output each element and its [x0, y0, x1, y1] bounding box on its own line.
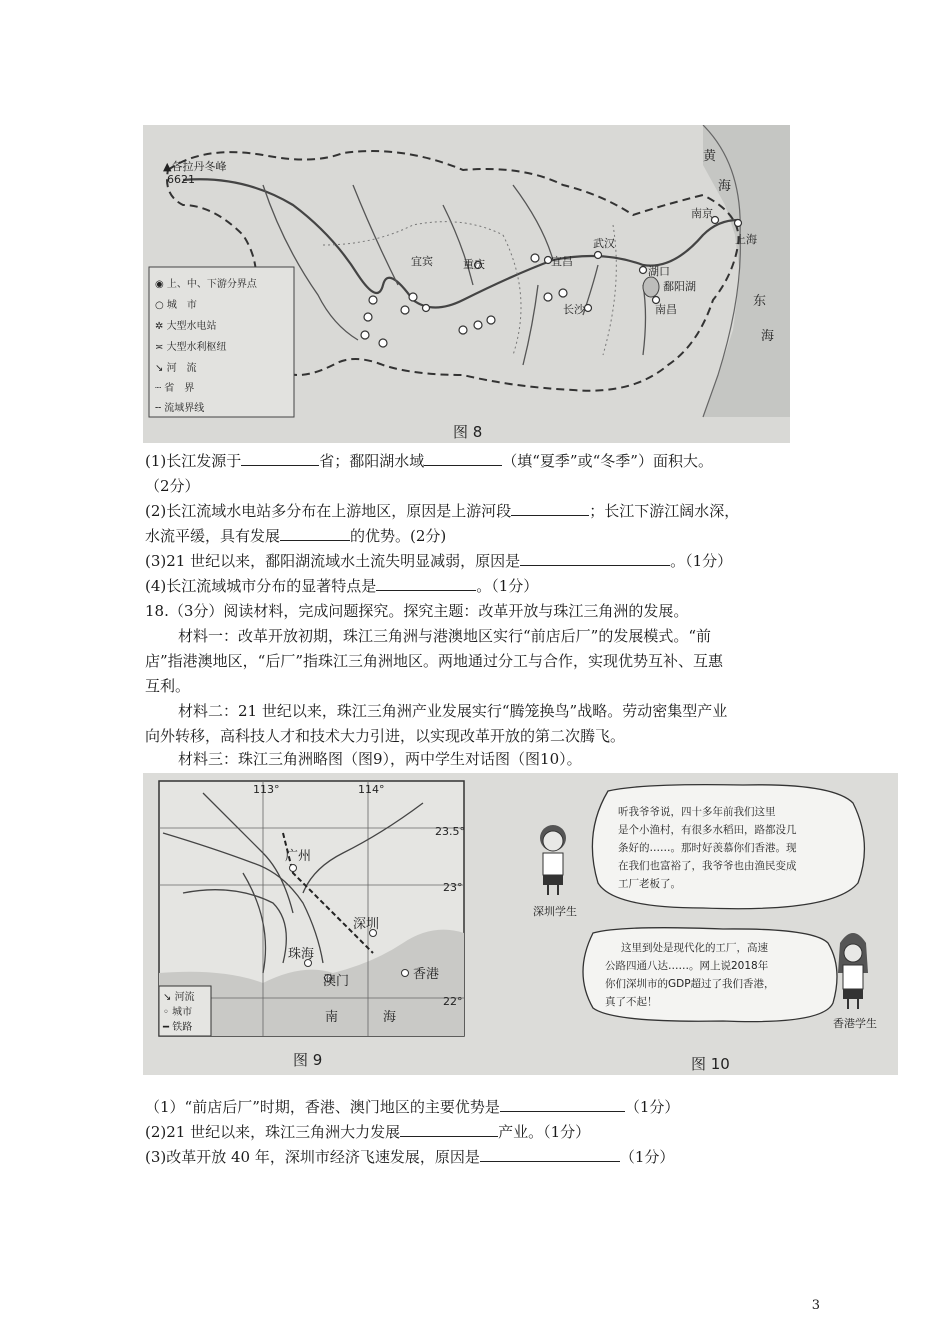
shenzhen-student-figure	[540, 825, 566, 895]
label-zhuhai: 珠海	[288, 947, 315, 962]
q18-m3: 材料三：珠江三角洲略图（图9），两中学生对话图（图10）。	[178, 750, 582, 768]
q17-line-1: (1)长江发源于 省；鄱阳湖水域 （填“夏季”或“冬季”）面积大。	[145, 452, 713, 470]
city-yibin: 宜宾	[411, 255, 433, 268]
svg-text:这里到处是现代化的工厂，高速: 这里到处是现代化的工厂，高速	[621, 942, 768, 954]
answer-blank[interactable]	[280, 526, 350, 541]
peak-elev: 6621	[167, 173, 195, 186]
answer-blank[interactable]	[500, 1097, 625, 1112]
city-shanghai: 上海	[735, 233, 757, 246]
hongkong-student-label: 香港学生	[833, 1017, 877, 1030]
q18-m2a: 材料二：21 世纪以来，珠江三角洲产业发展实行“腾笼换鸟”战略。劳动密集型产业	[178, 702, 728, 720]
sea-huang-2: 海	[718, 179, 732, 194]
svg-text:是个小渔村，有很多水稻田，路都没几: 是个小渔村，有很多水稻田，路都没几	[618, 824, 797, 836]
lat-22: 22°	[443, 995, 463, 1008]
legend-3: ✲ 大型水电站	[155, 321, 217, 332]
figure-8	[143, 125, 790, 443]
fig10-caption: 图 10	[691, 1055, 730, 1073]
label-hongkong: 香港	[413, 967, 440, 982]
sea-huang-1: 黄	[703, 149, 717, 164]
q18-sub-2: (2)21 世纪以来，珠江三角洲大力发展 产业。（1分）	[145, 1123, 591, 1141]
legend-1: ◉ 上、中、下游分界点	[155, 279, 257, 290]
svg-text:听我爷爷说，四十多年前我们这里: 听我爷爷说，四十多年前我们这里	[618, 806, 776, 818]
answer-blank[interactable]	[520, 551, 670, 566]
label-hai: 海	[383, 1010, 397, 1025]
q17-line-1b: （2分）	[145, 477, 200, 495]
svg-text:条好的……。那时好羡慕你们香港。现: 条好的……。那时好羡慕你们香港。现	[618, 842, 797, 854]
sea-dong-1: 东	[753, 294, 767, 309]
lon-114: 114°	[358, 783, 385, 796]
legend-4: ≍ 大型水利枢纽	[155, 342, 227, 353]
answer-blank[interactable]	[241, 451, 319, 466]
pearl-delta-figure	[143, 773, 898, 1075]
answer-blank[interactable]	[400, 1122, 498, 1137]
svg-text:↘ 河流: ↘ 河流	[163, 992, 195, 1003]
city-chongqing: 重庆	[463, 258, 485, 271]
lat-23: 23°	[443, 881, 463, 894]
q17-line-2: (2)长江流域水电站多分布在上游地区，原因是上游河段 ；长江下游江阔水深，	[145, 502, 740, 520]
legend-5: ↘ 河 流	[155, 363, 197, 374]
svg-text:◦ 城市: ◦ 城市	[163, 1007, 193, 1018]
answer-blank[interactable]	[480, 1147, 620, 1162]
svg-text:在我们也富裕了，我爷爷也由渔民变成: 在我们也富裕了，我爷爷也由渔民变成	[618, 860, 797, 872]
svg-text:你们深圳市的GDP超过了我们香港，: 你们深圳市的GDP超过了我们香港，	[605, 978, 775, 990]
sea-dong-2: 海	[761, 329, 775, 344]
city-hukou: 湖口	[648, 265, 670, 278]
q18-head: 18.（3分）阅读材料，完成问题探究。探究主题：改革开放与珠江三角洲的发展。	[145, 602, 689, 620]
fig9-caption: 图 9	[293, 1051, 323, 1069]
hongkong-student-figure	[838, 933, 868, 1009]
answer-blank[interactable]	[376, 576, 476, 591]
svg-text:公路四通八达……。网上说2018年: 公路四通八达……。网上说2018年	[605, 960, 769, 972]
lon-113: 113°	[253, 783, 280, 796]
legend-7: ╌ 流域界线	[155, 403, 205, 414]
city-wuhan: 武汉	[593, 237, 615, 250]
q17-line-5: (4)长江流域城市分布的显著特点是 。（1分）	[145, 577, 539, 595]
svg-text:工厂老板了。: 工厂老板了。	[618, 878, 681, 890]
answer-blank[interactable]	[511, 501, 589, 516]
city-changsha: 长沙	[563, 303, 585, 316]
q18-m1c: 互利。	[145, 677, 191, 695]
q18-m1a: 材料一：改革开放初期，珠江三角洲与港澳地区实行“前店后厂”的发展模式。“前	[178, 627, 712, 645]
q17-line-3: 水流平缓，具有发展 的优势。(2分)	[145, 527, 447, 545]
label-nan: 南	[325, 1010, 339, 1025]
legend-2: ○ 城 市	[155, 300, 197, 311]
q17-line-4: (3)21 世纪以来，鄱阳湖流域水土流失明显减弱，原因是 。（1分）	[145, 552, 733, 570]
page-number: 3	[811, 1298, 820, 1313]
city-nanchang: 南昌	[655, 303, 677, 316]
legend-6: ┈ 省 界	[155, 383, 195, 394]
sea-area	[703, 125, 790, 417]
peak-name: ▲各拉丹冬峰	[163, 160, 227, 173]
label-shenzhen: 深圳	[353, 917, 380, 932]
figure-9-10	[143, 773, 898, 1075]
shenzhen-student-label: 深圳学生	[533, 905, 577, 918]
city-poyang: 鄱阳湖	[663, 280, 696, 293]
city-yichang: 宜昌	[551, 255, 573, 268]
svg-text:━ 铁路: ━ 铁路	[163, 1022, 193, 1033]
label-guangzhou: 广州	[285, 849, 312, 864]
fig8-caption: 图 8	[453, 423, 483, 441]
q18-sub-1: （1）“前店后厂”时期，香港、澳门地区的主要优势是 （1分）	[145, 1098, 680, 1116]
lat-23-5: 23.5°	[435, 825, 465, 838]
q18-m1b: 店”指港澳地区，“后厂”指珠江三角洲地区。两地通过分工与合作，实现优势互补、互惠	[145, 652, 724, 670]
svg-text:真了不起！: 真了不起！	[605, 996, 658, 1008]
yangtze-basin-map	[143, 125, 790, 443]
poyang-lake	[643, 277, 659, 297]
city-nanjing: 南京	[691, 207, 713, 220]
label-macau: 澳门	[323, 974, 350, 989]
q18-sub-3: (3)改革开放 40 年，深圳市经济飞速发展，原因是 （1分）	[145, 1148, 675, 1166]
q18-m2b: 向外转移，高科技人才和技术大力引进，以实现改革开放的第二次腾飞。	[145, 727, 626, 745]
answer-blank[interactable]	[424, 451, 502, 466]
